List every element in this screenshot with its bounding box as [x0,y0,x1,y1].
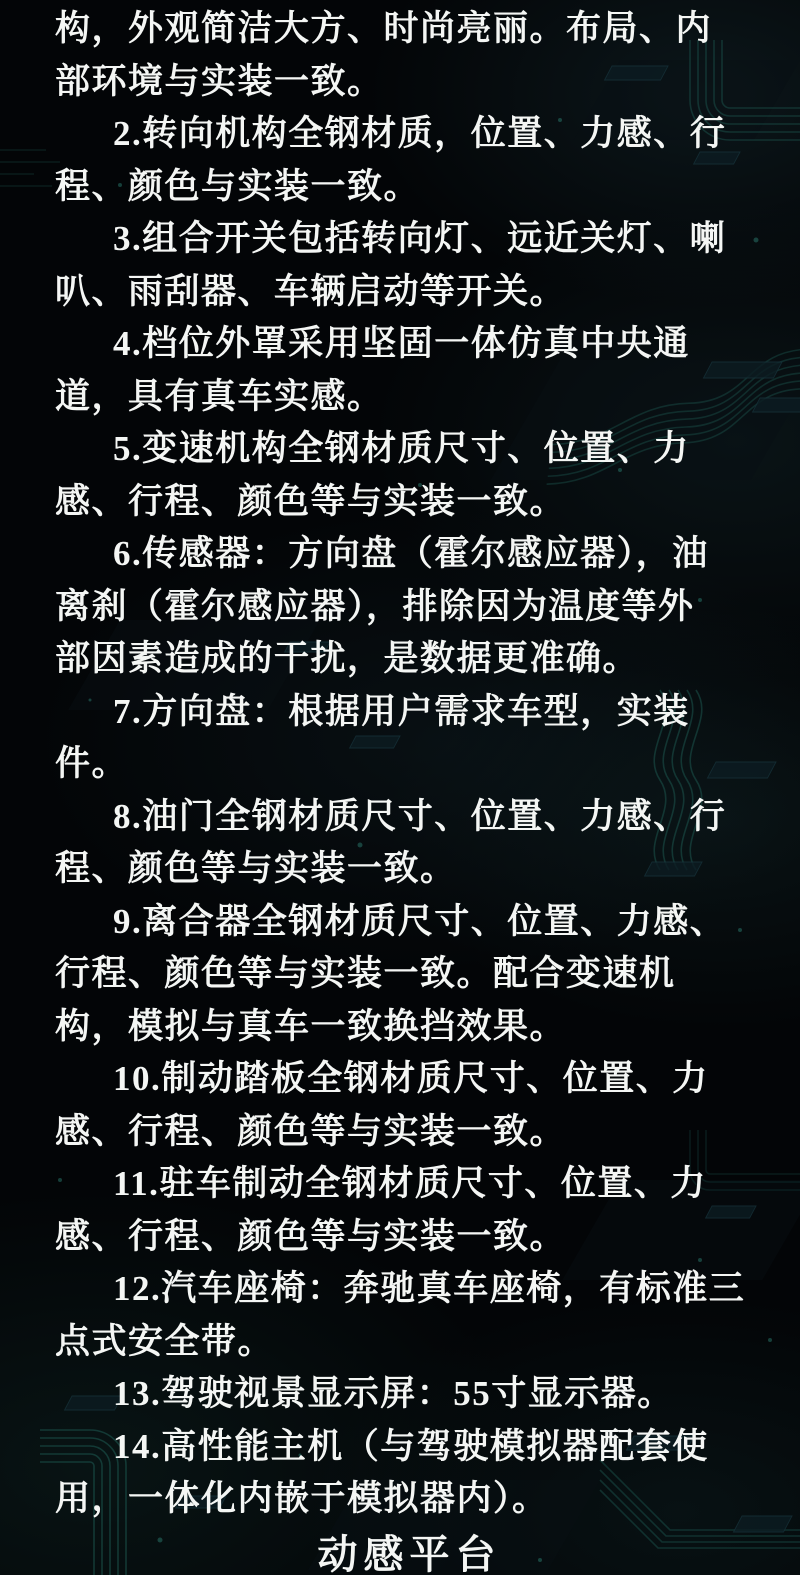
spec-line: 13.驾驶视景显示屏：55寸显示器。 [113,1374,674,1414]
spec-line: 件。 [55,744,129,784]
spec-line: 14.高性能主机（与驾驶模拟器配套使 [113,1426,709,1466]
spec-line: 点式安全带。 [55,1321,275,1361]
spec-line: 用，一体化内嵌于模拟器内）。 [55,1479,549,1519]
spec-line: 7.方向盘：根据用户需求车型，实装 [113,691,690,731]
spec-line: 5.变速机构全钢材质尺寸、位置、力 [113,429,690,469]
spec-line: 叭、雨刮器、车辆启动等开关。 [55,271,567,311]
spec-line: 12.汽车座椅：奔驰真车座椅，有标准三 [113,1269,746,1309]
spec-line: 离刹（霍尔感应器），排除因为温度等外 [55,586,695,626]
spec-line: 4.档位外罩采用坚固一体仿真中央通 [113,324,690,364]
spec-line: 9.离合器全钢材质尺寸、位置、力感、 [113,901,727,941]
spec-line: 8.油门全钢材质尺寸、位置、力感、行 [113,796,727,836]
spec-lines [55,0,764,1523]
spec-line: 11.驻车制动全钢材质尺寸、位置、力 [113,1164,707,1204]
spec-line: 部因素造成的干扰，是数据更准确。 [55,639,640,679]
spec-line: 6.传感器：方向盘（霍尔感应器），油 [113,534,709,574]
spec-line: 10.制动踏板全钢材质尺寸、位置、力 [113,1059,709,1099]
spec-line: 感、行程、颜色等与实装一致。 [55,1216,567,1256]
spec-line: 程、颜色等与实装一致。 [55,849,457,889]
spec-line: 道，具有真车实感。 [55,376,384,416]
spec-line: 构，模拟与真车一致换挡效果。 [55,1006,567,1046]
section-heading: 动感平台 [317,1533,502,1575]
spec-line: 程、颜色与实装一致。 [55,166,421,206]
spec-line: 感、行程、颜色等与实装一致。 [55,1111,567,1151]
spec-line: 行程、颜色等与实装一致。配合变速机 [55,954,676,994]
spec-line: 感、行程、颜色等与实装一致。 [55,481,567,521]
spec-line: 2.转向机构全钢材质，位置、力感、行 [113,114,727,154]
spec-line: 构，外观简洁大方、时尚亮丽。布局、内 [55,9,713,49]
spec-line: 部环境与实装一致。 [55,61,384,101]
spec-line: 3.组合开关包括转向灯、远近关灯、喇 [113,219,727,259]
